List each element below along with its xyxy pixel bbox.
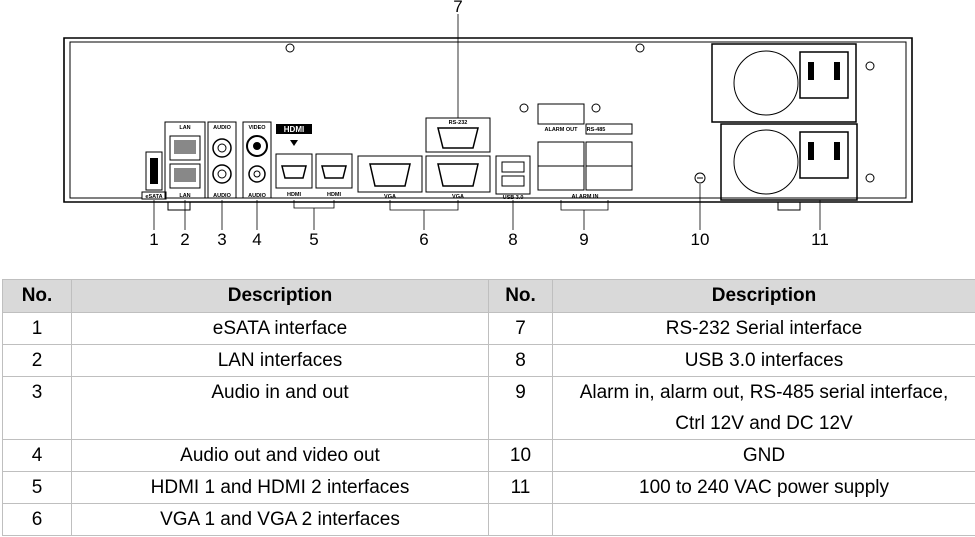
rs232-label: RS-232 bbox=[448, 120, 468, 126]
cell-desc: USB 3.0 interfaces bbox=[553, 345, 975, 377]
header-description: Description bbox=[72, 280, 489, 313]
table-row bbox=[3, 440, 975, 472]
rs485-label: RS-485 bbox=[586, 127, 606, 133]
lan-top-label: LAN bbox=[179, 125, 191, 131]
callout-5: 5 bbox=[309, 230, 319, 249]
table-row bbox=[3, 313, 975, 345]
table-row bbox=[3, 377, 975, 440]
cell-desc: Audio out and video out bbox=[72, 440, 489, 472]
cell-desc: LAN interfaces bbox=[72, 345, 489, 377]
alarm-in-label: ALARM IN bbox=[571, 194, 599, 200]
callout-4: 4 bbox=[252, 230, 262, 249]
cell-desc: GND bbox=[553, 440, 975, 472]
header-no-2: No. bbox=[489, 280, 553, 313]
vga2-label: VGA bbox=[452, 194, 464, 200]
hdmi-logo: HDMI bbox=[283, 125, 305, 134]
cell-desc: 100 to 240 VAC power supply bbox=[553, 472, 975, 504]
alarm-out-label: ALARM OUT bbox=[544, 127, 578, 133]
interface-legend-table bbox=[2, 279, 975, 536]
callout-6: 6 bbox=[419, 230, 429, 249]
cell-no bbox=[489, 504, 553, 536]
usb-label: USB 3.0 bbox=[502, 195, 524, 201]
audio-top-label: AUDIO bbox=[213, 125, 231, 131]
cell-desc: eSATA interface bbox=[72, 313, 489, 345]
callout-11: 11 bbox=[811, 230, 829, 249]
callout-8: 8 bbox=[508, 230, 518, 249]
header-description-2: Description bbox=[553, 280, 975, 313]
cell-desc: RS-232 Serial interface bbox=[553, 313, 975, 345]
cell-no: 8 bbox=[489, 345, 553, 377]
callout-1: 1 bbox=[149, 230, 159, 249]
cell-no: 2 bbox=[3, 345, 72, 377]
cell-desc-line-2: Ctrl 12V and DC 12V bbox=[675, 413, 853, 434]
cell-desc bbox=[553, 504, 975, 536]
cell-no: 4 bbox=[3, 440, 72, 472]
callout-3: 3 bbox=[217, 230, 227, 249]
table-header-row bbox=[3, 280, 975, 313]
cell-desc-line-1: Alarm in, alarm out, RS-485 serial interface, bbox=[579, 382, 949, 403]
table-row bbox=[3, 345, 975, 377]
cell-no: 3 bbox=[3, 377, 72, 440]
hdmi2-label: HDMI bbox=[326, 192, 342, 198]
callout-2: 2 bbox=[180, 230, 190, 249]
esata-port bbox=[142, 152, 166, 200]
cell-desc-multiline bbox=[553, 377, 975, 440]
cell-no: 5 bbox=[3, 472, 72, 504]
cell-no: 7 bbox=[489, 313, 553, 345]
cell-no: 1 bbox=[3, 313, 72, 345]
cell-desc: Audio in and out bbox=[72, 377, 489, 440]
callout-10: 10 bbox=[690, 230, 710, 249]
audio-bottom-label: AUDIO bbox=[213, 193, 231, 199]
cell-no: 11 bbox=[489, 472, 553, 504]
table-row bbox=[3, 504, 975, 536]
video-top-label: VIDEO bbox=[248, 125, 266, 131]
callout-9: 9 bbox=[579, 230, 589, 249]
cell-desc: HDMI 1 and HDMI 2 interfaces bbox=[72, 472, 489, 504]
audio4-bottom-label: AUDIO bbox=[248, 193, 266, 199]
cell-no: 9 bbox=[489, 377, 553, 440]
esata-label: eSATA bbox=[145, 194, 163, 200]
header-no: No. bbox=[3, 280, 72, 313]
table-row bbox=[3, 472, 975, 504]
cell-no: 6 bbox=[3, 504, 72, 536]
callout-7: 7 bbox=[453, 0, 463, 16]
hdmi1-label: HDMI bbox=[286, 192, 302, 198]
cell-desc: VGA 1 and VGA 2 interfaces bbox=[72, 504, 489, 536]
lan-bottom-label: LAN bbox=[179, 193, 191, 199]
vga1-label: VGA bbox=[384, 194, 396, 200]
cell-no: 10 bbox=[489, 440, 553, 472]
